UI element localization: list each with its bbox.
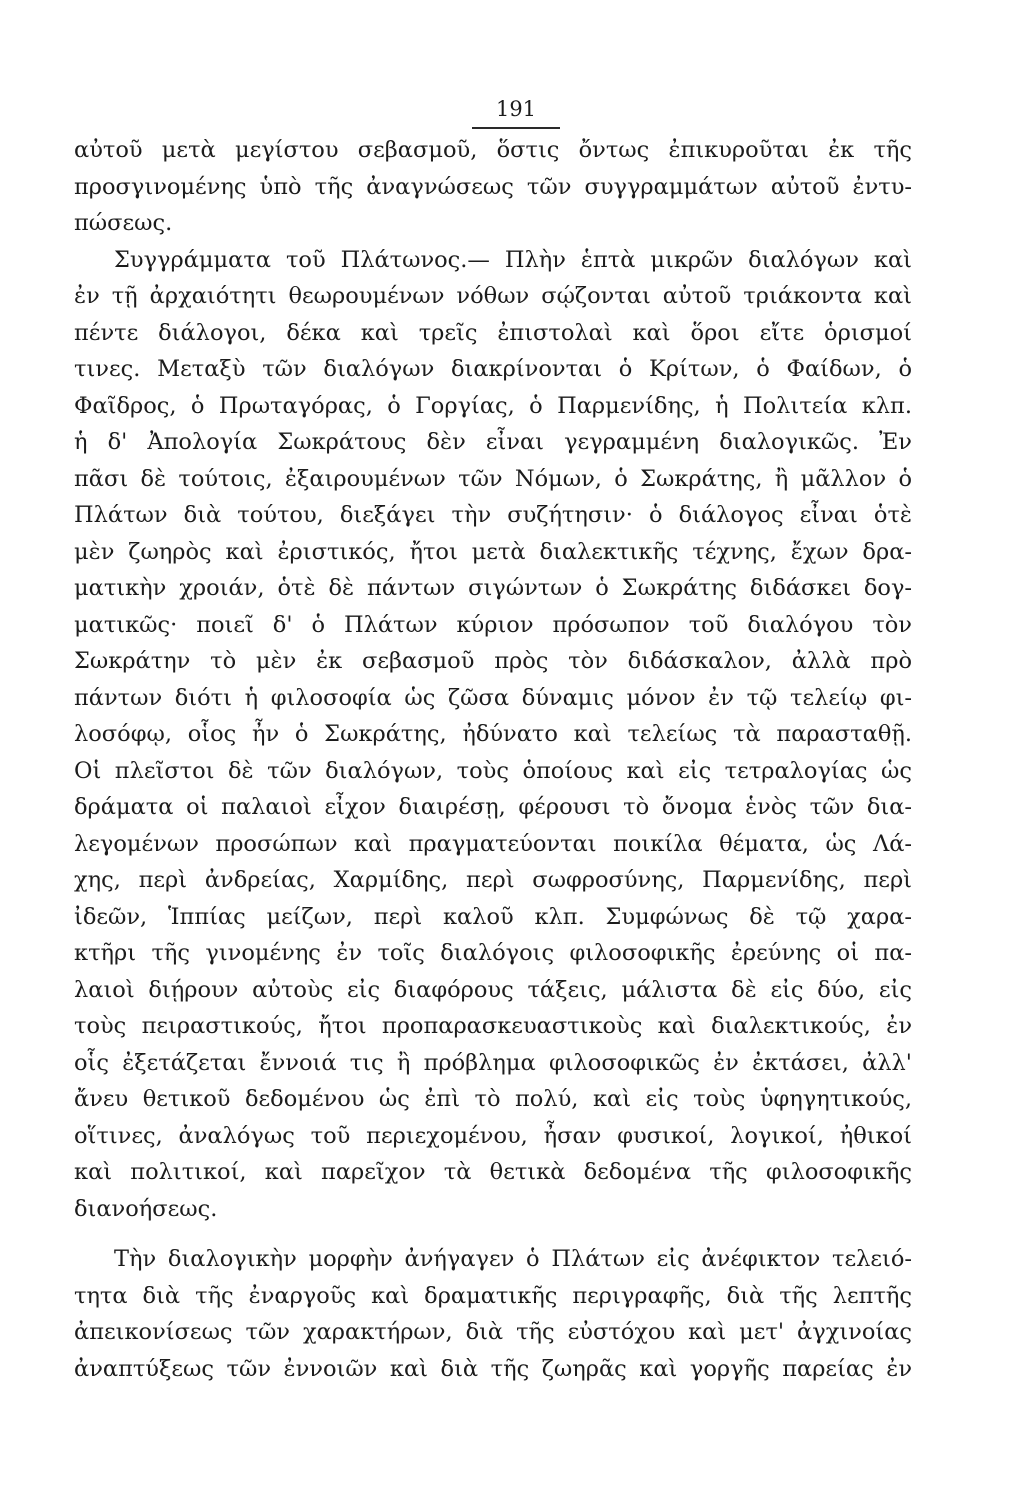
text-line: καὶ πολιτικοί, καὶ παρεῖχον τὰ θετικὰ δεδομένα τῆς φιλοσοφικῆς	[74, 1159, 912, 1185]
text-line: ἰδεῶν, Ἱππίας μείζων, περὶ καλοῦ κλπ. Συμφώνως δὲ τῷ χαρα-	[74, 903, 912, 930]
text-line: τητα διὰ τῆς ἐναργοῦς καὶ δραματικῆς περιγραφῆς, διὰ τῆς λεπτῆς	[74, 1282, 912, 1309]
text-line: ματικὴν χροιάν, ὁτὲ δὲ πάντων σιγώντων ὁ Σωκράτης διδάσκει δογ-	[74, 575, 912, 601]
text-line: ματικῶς· ποιεῖ δ' ὁ Πλάτων κύριον πρόσωπον τοῦ διαλόγου τὸν	[74, 611, 912, 638]
text-line: προσγινομένης ὑπὸ τῆς ἀναγνώσεως τῶν συγγραμμάτων αὐτοῦ ἐντυ-	[74, 173, 912, 200]
body-text	[74, 132, 912, 1387]
paragraph-2	[74, 242, 912, 1228]
text-line: χης, περὶ ἀνδρείας, Χαρμίδης, περὶ σωφροσύνης, Παρμενίδης, περὶ	[74, 867, 912, 893]
paragraph-1	[74, 132, 912, 242]
text-line: τοὺς πειραστικούς, ἤτοι προπαρασκευαστικοὺς καὶ διαλεκτικούς, ἐν	[74, 1013, 912, 1039]
text-line: Τὴν διαλογικὴν μορφὴν ἀνήγαγεν ὁ Πλάτων εἰς ἀνέφικτον τελειό-	[114, 1246, 912, 1272]
text-line: ἐν τῇ ἀρχαιότητι θεωρουμένων νόθων σῴζονται αὐτοῦ τριάκοντα καὶ	[74, 283, 912, 309]
text-line: οἷς ἐξετάζεται ἔννοιά τις ἢ πρόβλημα φιλοσοφικῶς ἐν ἐκτάσει, ἀλλ'	[74, 1049, 912, 1076]
text-line: Σωκράτην τὸ μὲν ἐκ σεβασμοῦ πρὸς τὸν διδάσκαλον, ἀλλὰ πρὸ	[74, 648, 912, 674]
text-line: πᾶσι δὲ τούτοις, ἐξαιρουμένων τῶν Νόμων, ὁ Σωκράτης, ἢ μᾶλλον ὁ	[74, 465, 912, 492]
text-line: λοσόφῳ, οἷος ἦν ὁ Σωκράτης, ἠδύνατο καὶ τελείως τὰ παρασταθῇ.	[74, 721, 912, 747]
text-line: πώσεως.	[74, 210, 173, 236]
page-number: 191	[495, 97, 537, 121]
text-line: ἡ δ' Ἀπολογία Σωκράτους δὲν εἶναι γεγραμμένη διαλογικῶς. Ἐν	[74, 429, 912, 455]
text-line: ἀναπτύξεως τῶν ἐννοιῶν καὶ διὰ τῆς ζωηρᾶς καὶ γοργῆς παρείας ἐν	[74, 1355, 912, 1382]
text-line: πάντων διότι ἡ φιλοσοφία ὡς ζῶσα δύναμις μόνον ἐν τῷ τελείῳ φι-	[74, 684, 912, 711]
text-line: τινες. Μεταξὺ τῶν διαλόγων διακρίνονται ὁ Κρίτων, ὁ Φαίδων, ὁ	[74, 356, 912, 382]
text-line: κτῆρι τῆς γινομένης ἐν τοῖς διαλόγοις φιλοσοφικῆς ἐρεύνης οἱ πα-	[74, 940, 912, 966]
text-line: λαιοὶ διῄρουν αὐτοὺς εἰς διαφόρους τάξεις, μάλιστα δὲ εἰς δύο, εἰς	[74, 976, 912, 1003]
text-line: μὲν ζωηρὸς καὶ ἐριστικός, ἤτοι μετὰ διαλεκτικῆς τέχνης, ἔχων δρα-	[74, 538, 912, 565]
text-line: Οἱ πλεῖστοι δὲ τῶν διαλόγων, τοὺς ὁποίους καὶ εἰς τετραλογίας ὡς	[74, 757, 912, 784]
text-line: αὐτοῦ μετὰ μεγίστου σεβασμοῦ, ὅστις ὄντως ἐπικυροῦται ἐκ τῆς	[74, 137, 912, 163]
text-line: πέντε διάλογοι, δέκα καὶ τρεῖς ἐπιστολαὶ καὶ ὅροι εἴτε ὁρισμοί	[74, 319, 912, 346]
text-line: οἵτινες, ἀναλόγως τοῦ περιεχομένου, ἦσαν φυσικοί, λογικοί, ἠθικοί	[74, 1122, 912, 1149]
text-line: ἄνευ θετικοῦ δεδομένου ὡς ἐπὶ τὸ πολύ, καὶ εἰς τοὺς ὑφηγητικούς,	[74, 1086, 912, 1112]
text-line: ἀπεικονίσεως τῶν χαρακτήρων, διὰ τῆς εὐστόχου καὶ μετ' ἀγχινοίας	[74, 1319, 912, 1345]
text-line: διανοήσεως.	[74, 1195, 218, 1222]
text-line: Πλάτων διὰ τούτου, διεξάγει τὴν συζήτησιν· ὁ διάλογος εἶναι ὁτὲ	[74, 502, 912, 528]
paragraph-3	[74, 1241, 912, 1387]
text-line: Συγγράμματα τοῦ Πλάτωνος.— Πλὴν ἑπτὰ μικρῶν διαλόγων καὶ	[114, 246, 912, 273]
text-line: λεγομένων προσώπων καὶ πραγματεύονται ποικίλα θέματα, ὡς Λά-	[74, 830, 912, 857]
text-line: Φαῖδρος, ὁ Πρωταγόρας, ὁ Γοργίας, ὁ Παρμενίδης, ἡ Πολιτεία κλπ.	[74, 392, 912, 419]
text-line: δράματα οἱ παλαιοὶ εἶχον διαιρέσῃ, φέρουσι τὸ ὄνομα ἑνὸς τῶν δια-	[74, 794, 912, 820]
page-number-rule	[472, 127, 560, 129]
